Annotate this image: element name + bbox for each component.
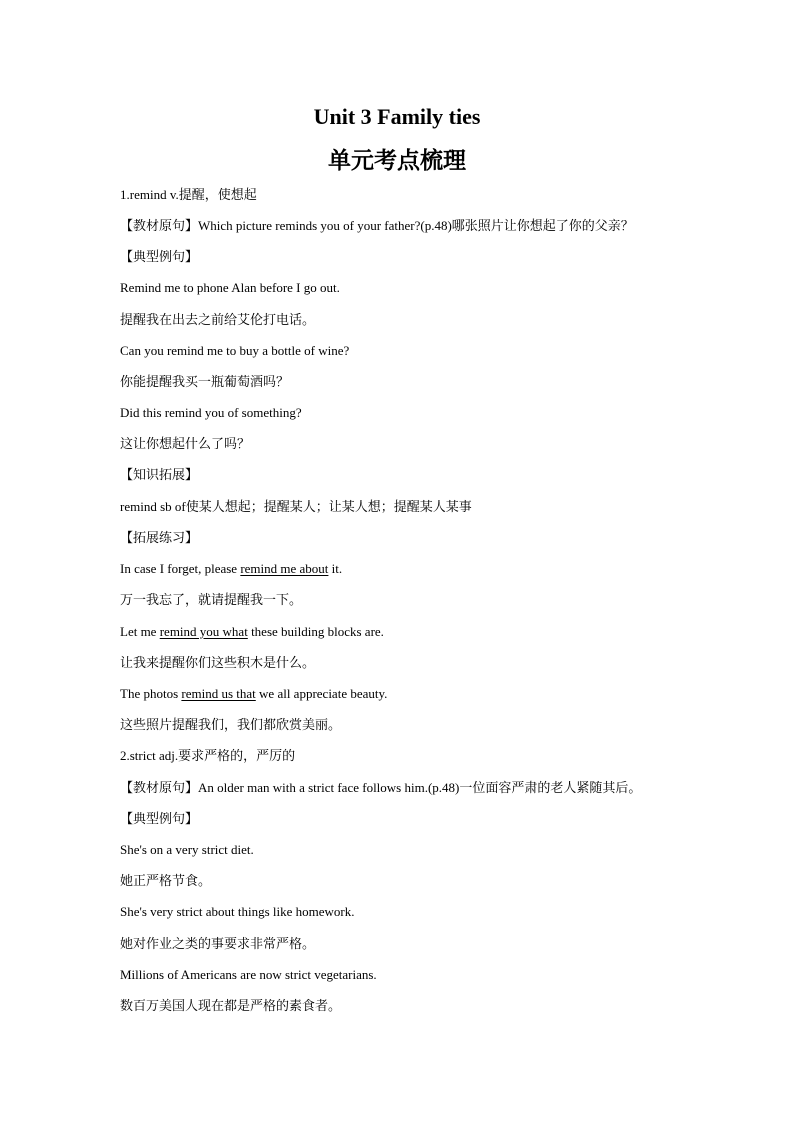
section-1-example-3-zh: 这让你想起什么了吗？	[120, 436, 251, 451]
section-1-example-1-en: Remind me to phone Alan before I go out.	[120, 280, 340, 295]
practice-3-answer: remind us that	[181, 686, 256, 701]
practice-1-suffix: it.	[328, 561, 343, 576]
section-2-heading: 2.strict adj.要求严格的，严厉的	[120, 748, 296, 763]
practice-2-prefix: Let me	[120, 624, 160, 639]
section-1-practice-heading: 【拓展练习】	[120, 530, 199, 545]
practice-2-suffix: these building blocks are.	[247, 624, 384, 639]
section-1-example-2-en: Can you remind me to buy a bottle of wine?	[120, 343, 350, 358]
practice-1-prefix: In case I forget, please	[120, 561, 241, 576]
document-subtitle: 单元考点梳理	[328, 148, 466, 174]
practice-2-en	[120, 622, 384, 642]
practice-1-answer: remind me about	[240, 561, 329, 576]
document-title: Unit 3 Family ties	[313, 104, 481, 129]
practice-3-en	[120, 684, 387, 704]
practice-3-zh: 这些照片提醒我们，我们都欣赏美丽。	[120, 717, 342, 732]
section-2-example-2-zh: 她对作业之类的事要求非常严格。	[120, 936, 316, 951]
practice-3-prefix: The photos	[120, 686, 182, 701]
practice-1-zh: 万一我忘了，就请提醒我一下。	[120, 592, 303, 607]
section-1-knowledge-heading: 【知识拓展】	[120, 467, 199, 482]
section-1-knowledge-text: remind sb of使某人想起；提醒某人；让某人想；提醒某人某事	[120, 499, 472, 514]
practice-3-suffix: we all appreciate beauty.	[255, 686, 388, 701]
section-1-example-3-en: Did this remind you of something?	[120, 405, 302, 420]
section-2-example-1-en: She's on a very strict diet.	[120, 842, 254, 857]
practice-2-zh: 让我来提醒你们这些积木是什么。	[120, 655, 316, 670]
section-1-example-2-zh: 你能提醒我买一瓶葡萄酒吗？	[120, 374, 290, 389]
section-2-example-2-en: She's very strict about things like homework.	[120, 904, 355, 919]
section-1-example-1-zh: 提醒我在出去之前给艾伦打电话。	[120, 312, 316, 327]
section-1-heading: 1.remind v.提醒，使想起	[120, 187, 257, 202]
section-2-textbook-sentence: 【教材原句】An older man with a strict face follows him.(p.48)一位面容严肃的老人紧随其后。	[120, 780, 642, 795]
section-2-example-1-zh: 她正严格节食。	[120, 873, 212, 888]
section-2-examples-heading: 【典型例句】	[120, 811, 199, 826]
section-2-example-3-en: Millions of Americans are now strict vegetarians.	[120, 967, 377, 982]
practice-1-en	[120, 559, 342, 579]
practice-2-answer: remind you what	[159, 624, 248, 639]
section-2-example-3-zh: 数百万美国人现在都是严格的素食者。	[120, 998, 342, 1013]
section-1-examples-heading: 【典型例句】	[120, 249, 199, 264]
section-1-textbook-sentence: 【教材原句】Which picture reminds you of your father?(p.48)哪张照片让你想起了你的父亲？	[120, 218, 634, 233]
